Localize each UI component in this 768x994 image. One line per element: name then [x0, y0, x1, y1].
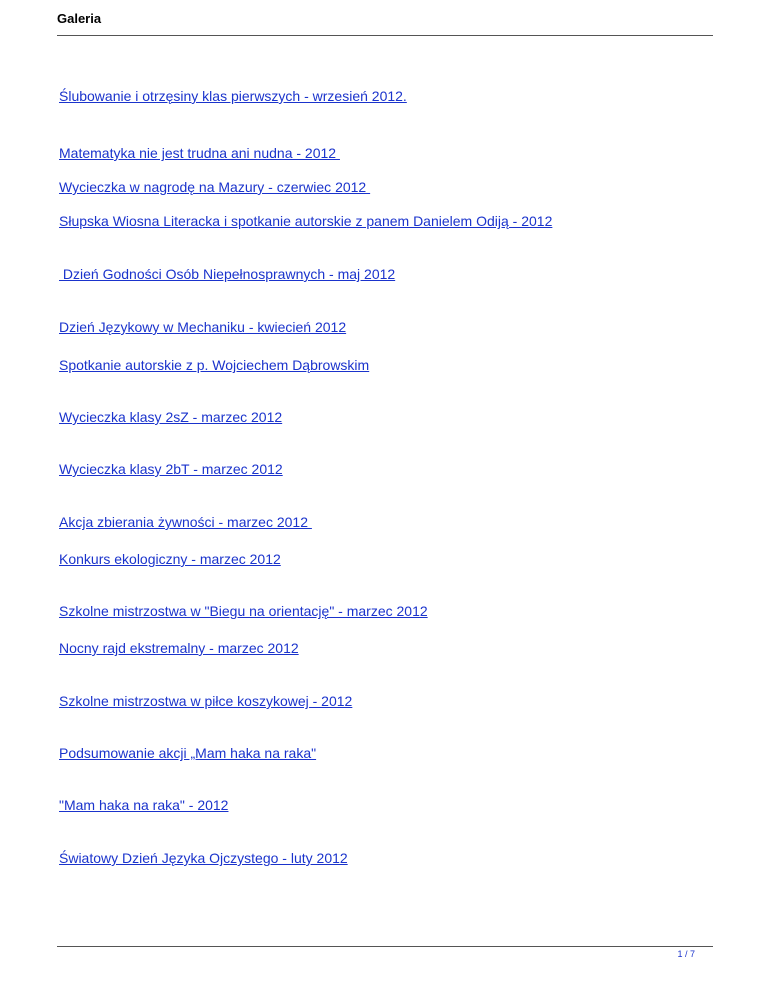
gallery-link[interactable]: Spotkanie autorskie z p. Wojciechem Dąbrowskim [59, 357, 370, 373]
gallery-link[interactable]: Akcja zbierania żywności - marzec 2012 [59, 514, 312, 530]
page-footer [57, 946, 713, 959]
page-number: 1 / 7 [677, 949, 695, 959]
gallery-link[interactable]: Matematyka nie jest trudna ani nudna - 2012 [59, 145, 340, 161]
gallery-link[interactable]: Szkolne mistrzostwa w "Biegu na orientację" - marzec 2012 [59, 603, 428, 619]
gallery-link[interactable]: Konkurs ekologiczny - marzec 2012 [59, 551, 281, 567]
gallery-link[interactable]: Ślubowanie i otrzęsiny klas pierwszych - wrzesień 2012. [59, 88, 407, 104]
page-header [57, 10, 713, 36]
gallery-link[interactable]: Dzień Godności Osób Niepełnosprawnych - maj 2012 [59, 266, 396, 282]
gallery-link[interactable]: "Mam haka na raka" - 2012 [59, 797, 229, 813]
gallery-link[interactable]: Słupska Wiosna Literacka i spotkanie autorskie z panem Danielem Odiją - 2012 [59, 213, 553, 229]
gallery-link[interactable]: Wycieczka klasy 2bT - marzec 2012 [59, 461, 283, 477]
gallery-link[interactable]: Wycieczka w nagrodę na Mazury - czerwiec 2012 [59, 179, 371, 195]
gallery-link[interactable]: Wycieczka klasy 2sZ - marzec 2012 [59, 409, 283, 425]
gallery-link[interactable]: Dzień Językowy w Mechaniku - kwiecień 2012 [59, 319, 347, 335]
page-title: Galeria [57, 11, 102, 26]
gallery-link[interactable]: Światowy Dzień Języka Ojczystego - luty 2012 [59, 850, 348, 866]
gallery-link[interactable]: Podsumowanie akcji „Mam haka na raka" [59, 745, 317, 761]
gallery-link[interactable]: Nocny rajd ekstremalny - marzec 2012 [59, 640, 299, 656]
gallery-link[interactable]: Szkolne mistrzostwa w piłce koszykowej - 2012 [59, 693, 353, 709]
